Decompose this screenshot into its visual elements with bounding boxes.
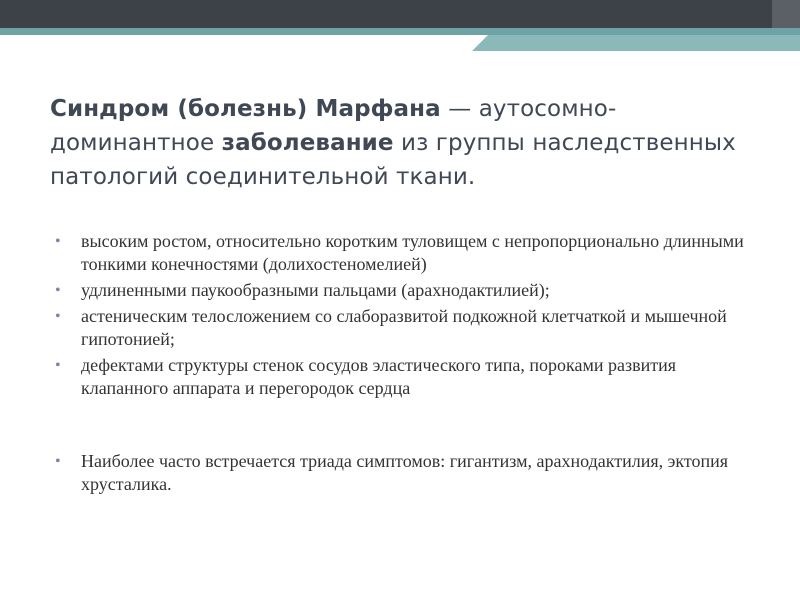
list-item-text: астеническим телосложением со слаборазвитой подкожной клетчаткой и мышечной гипотонией; [81, 306, 727, 349]
heading-bold-word: заболевание [221, 130, 394, 156]
heading-text-end: из группы наследственных патологий соединительной ткани. [50, 130, 736, 190]
teal-stripe [0, 28, 800, 35]
bullet-dot-icon: • [55, 282, 61, 299]
bullet-dot-icon: • [55, 357, 61, 374]
list-item-text: Наиболее часто встречается триада симптомов: гигантизм, арахнодактилия, эктопия хрусталика. [81, 451, 729, 494]
list-item [52, 230, 752, 276]
symptom-list [52, 230, 752, 499]
heading-text: — аутосомно-доминантное [50, 96, 617, 156]
list-item-text: высоким ростом, относительно коротким туловищем с непропорционально длинными тонкими конечностями (долихостеномелией) [81, 231, 744, 274]
list-item [52, 450, 752, 496]
bullet-dot-icon: • [55, 233, 61, 250]
top-decorative-band [0, 0, 800, 28]
list-item [52, 354, 752, 400]
top-corner-accent [772, 0, 800, 28]
teal-corner-block [472, 35, 800, 51]
list-item-text: дефектами структуры стенок сосудов эластического типа, пороками развития клапанного аппарата и перегородок сердца [81, 355, 676, 398]
list-item-text: удлиненными паукообразными пальцами (арахнодактилией); [81, 280, 550, 300]
list-item [52, 279, 752, 302]
list-item [52, 305, 752, 351]
corner-notch [472, 35, 488, 51]
bullet-dot-icon: • [55, 453, 61, 470]
slide-heading [50, 92, 770, 194]
heading-bold-term: Синдром (болезнь) Марфана [50, 96, 441, 122]
bullet-dot-icon: • [55, 308, 61, 325]
